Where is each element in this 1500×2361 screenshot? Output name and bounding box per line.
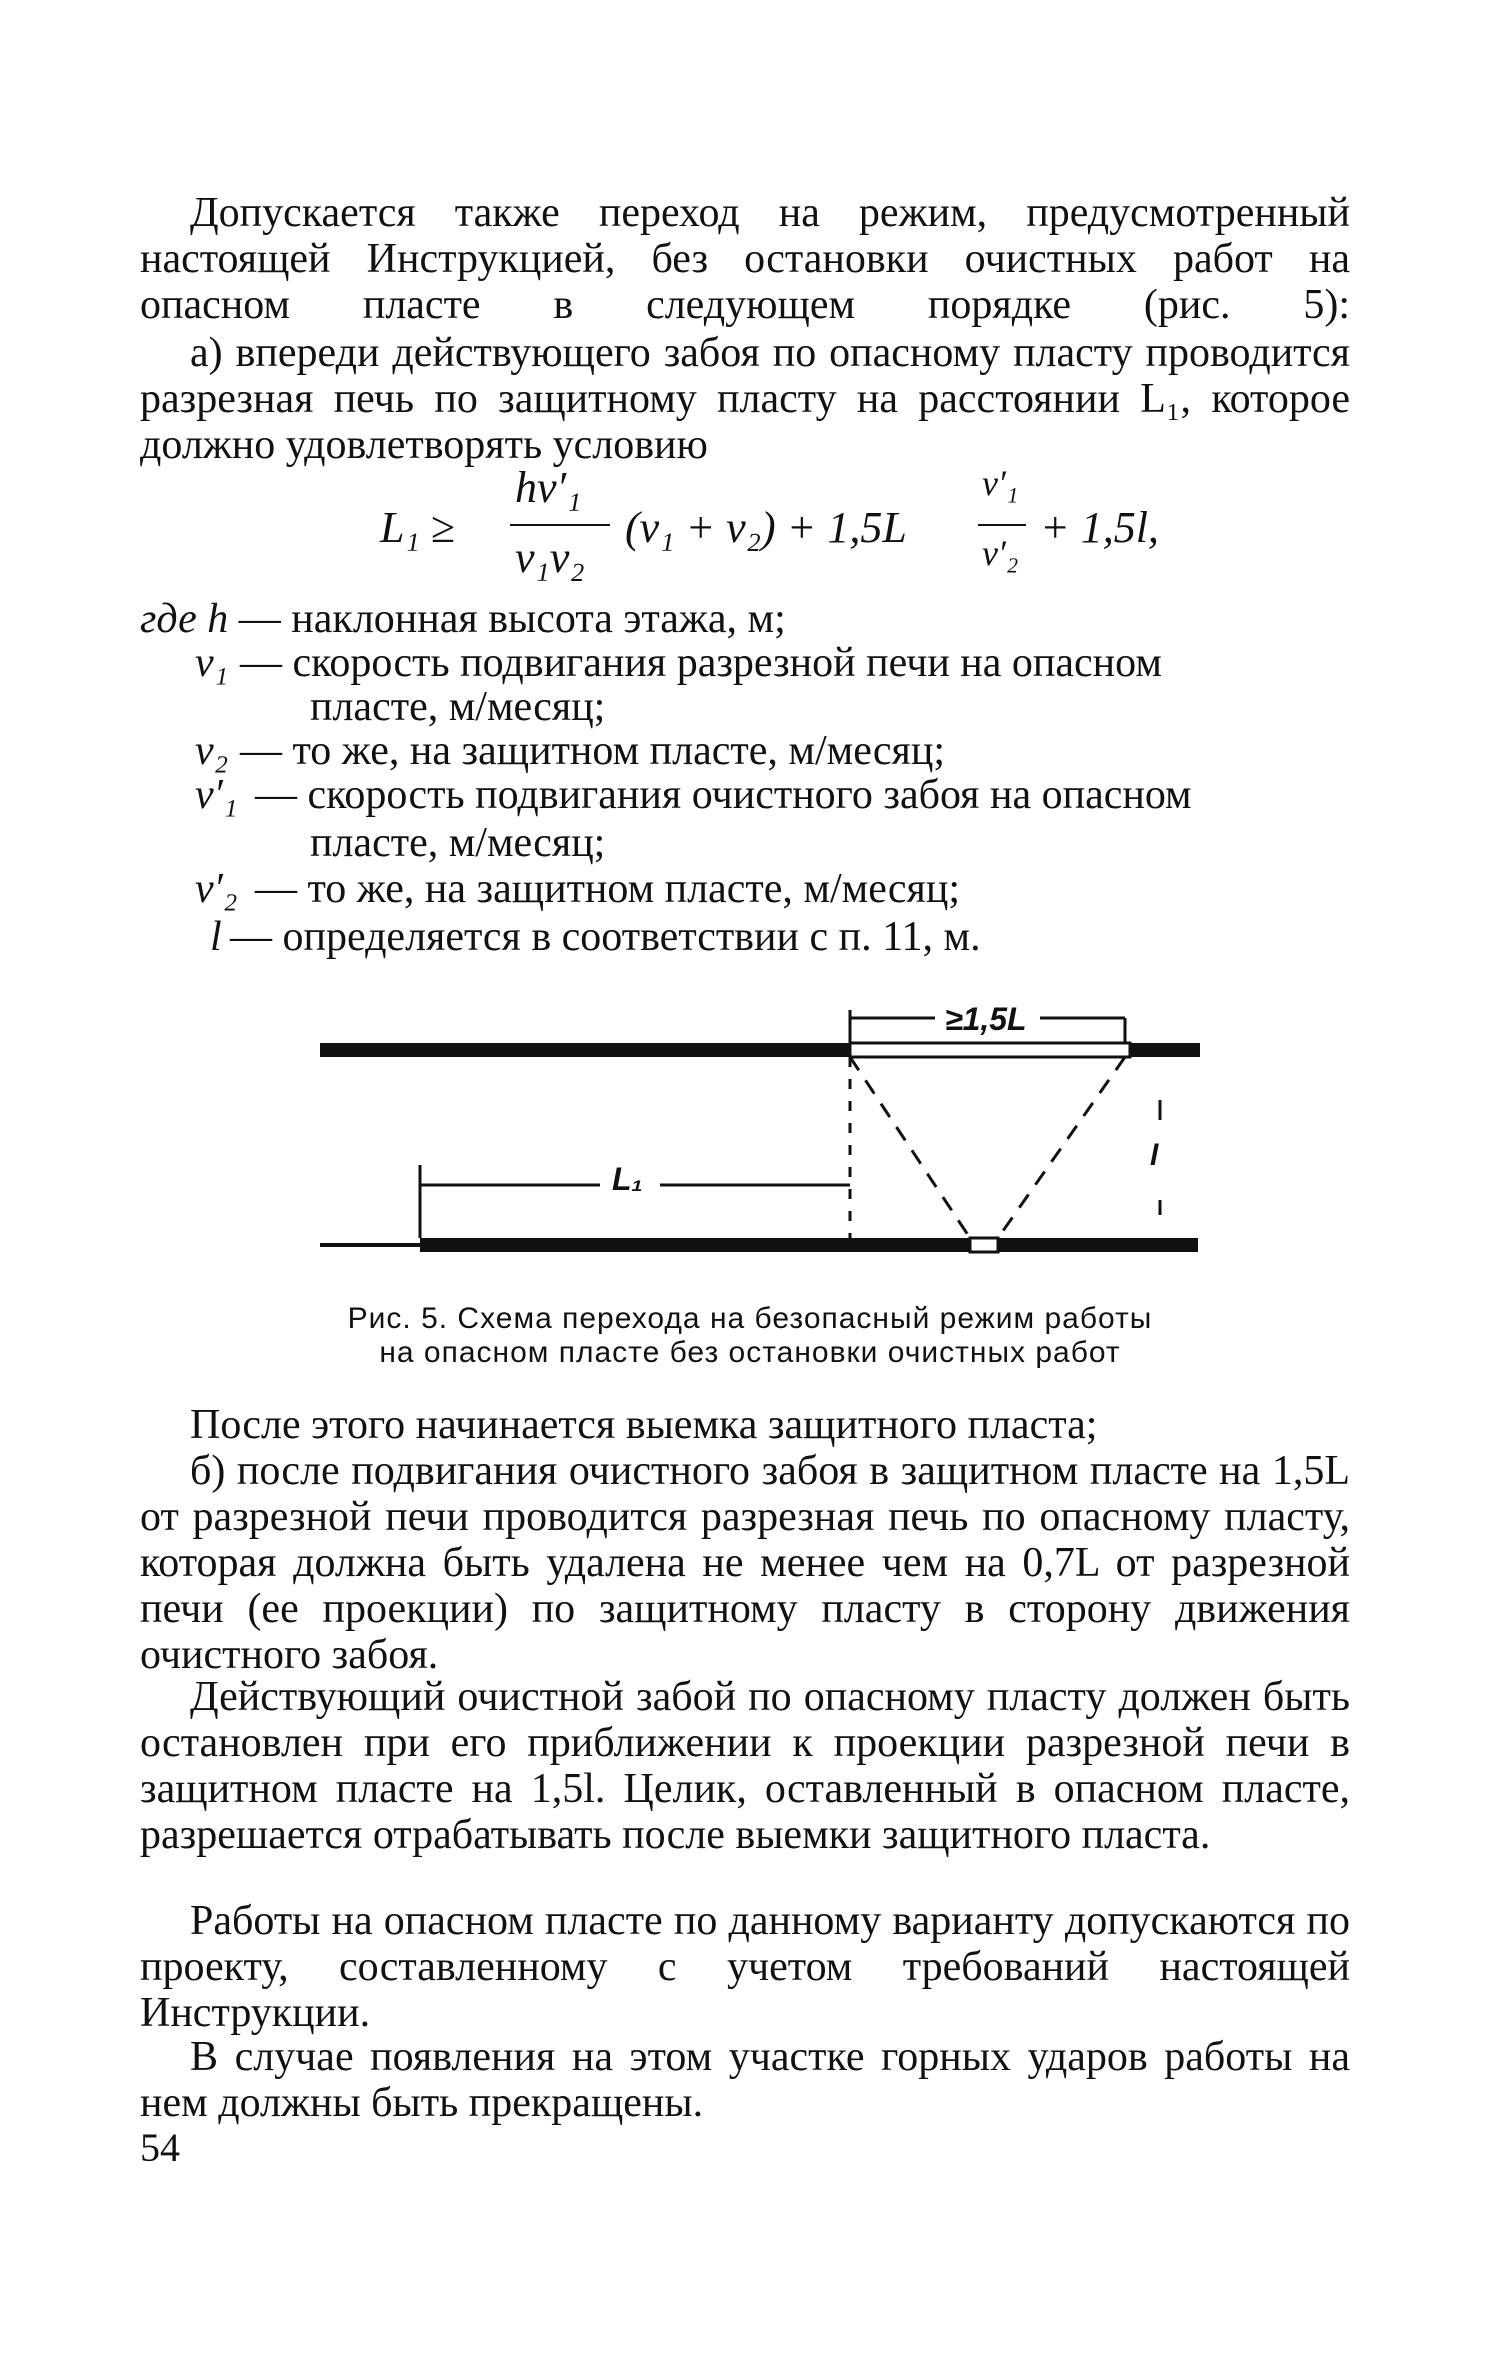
formula-middle: (v₁ + v₂) + 1,5L: [625, 503, 907, 552]
legend-row: где h — наклонная высота этажа, м;: [140, 596, 786, 642]
formula: [380, 462, 1180, 592]
legend-row: v₁ — скорость подвигания разрезной печи на опасном: [195, 640, 1162, 686]
bottom-seam-gap: [970, 1238, 998, 1252]
figure-caption-line1: Рис. 5. Схема перехода на безопасный режим работы: [347, 1302, 1153, 1335]
formula-frac1-numerator: hv′₁: [515, 463, 582, 512]
dim-l1-label: L₁: [612, 1161, 643, 1197]
legend-row: v₂ — то же, на защитном пласте, м/месяц;: [195, 728, 946, 774]
formula-frac2-numerator: v′₁: [982, 463, 1019, 503]
formula-tail: + 1,5l,: [1040, 503, 1159, 552]
after-paragraph: После этого начинается выемка защитного пласта;: [190, 1402, 1098, 1448]
bottom-seam-left: [420, 1238, 970, 1252]
top-seam-right: [1130, 1043, 1200, 1057]
dim-top-label: ≥1,5L: [945, 1001, 1027, 1037]
stop-paragraph: Действующий очистной забой по опасному пласту должен быть остановлен при его приближении к проекции разрезной печи в защитном пласте на 1,5l. Целик, оставленный в опасном пласте, разрешается отрабатывать после выемки защитного пласта.: [140, 1674, 1350, 1858]
legend-row: пласте, м/месяц;: [310, 684, 606, 730]
legend-row: v′₁ — скорость подвигания очистного забоя на опасном: [195, 772, 1192, 818]
project-paragraph: Работы на опасном пласте по данному варианту допускаются по проекту, составленному с учетом требований настоящей Инструкции.: [140, 1898, 1350, 2036]
intro-paragraph: Допускается также переход на режим, предусмотренный настоящей Инструкцией, без остановки очистных работ на опасном пласте в следующем порядке (рис. 5):: [140, 190, 1350, 328]
formula-frac1-bar: [510, 524, 610, 526]
formula-frac1-denominator: v₁v₂: [515, 533, 585, 582]
page-number: 54: [140, 2125, 180, 2170]
formula-frac2-denominator: v′₂: [982, 533, 1019, 573]
legend-row: пласте, м/месяц;: [310, 820, 606, 866]
top-seam-gap: [850, 1043, 1130, 1057]
item-a-paragraph: а) впереди действующего забоя по опасному пласту проводится разрезная печь по защитному пласту на расстоянии L₁, которое должно удовлетворять условию: [140, 330, 1350, 468]
dashed-diagonal-right: [998, 1057, 1125, 1238]
legend-row: l — определяется в соответствии с п. 11, м.: [210, 914, 981, 960]
bottom-seam-right: [998, 1238, 1198, 1252]
item-b-paragraph: б) после подвигания очистного забоя в защитном пласте на 1,5L от разрезной печи проводится разрезная печь по опасному пласту, которая должна быть удалена не менее чем на 0,7L от разрезной печи (ее проекции) по защитному пласту в сторону движения очистного забоя.: [140, 1448, 1350, 1678]
dim-side-label: l: [1150, 1139, 1159, 1172]
formula-lhs: L₁ ≥: [380, 503, 455, 552]
legend-row: v′₂ — то же, на защитном пласте, м/месяц;: [195, 866, 961, 912]
figure-caption-line2: на опасном пласте без остановки очистных работ: [379, 1336, 1121, 1369]
figure-scheme: [0, 990, 1500, 1290]
formula-frac2-bar: [978, 524, 1026, 526]
top-seam-left: [320, 1043, 850, 1057]
dashed-diagonal-left: [850, 1057, 970, 1238]
bumps-paragraph: В случае появления на этом участке горных ударов работы на нем должны быть прекращены.: [140, 2034, 1350, 2126]
